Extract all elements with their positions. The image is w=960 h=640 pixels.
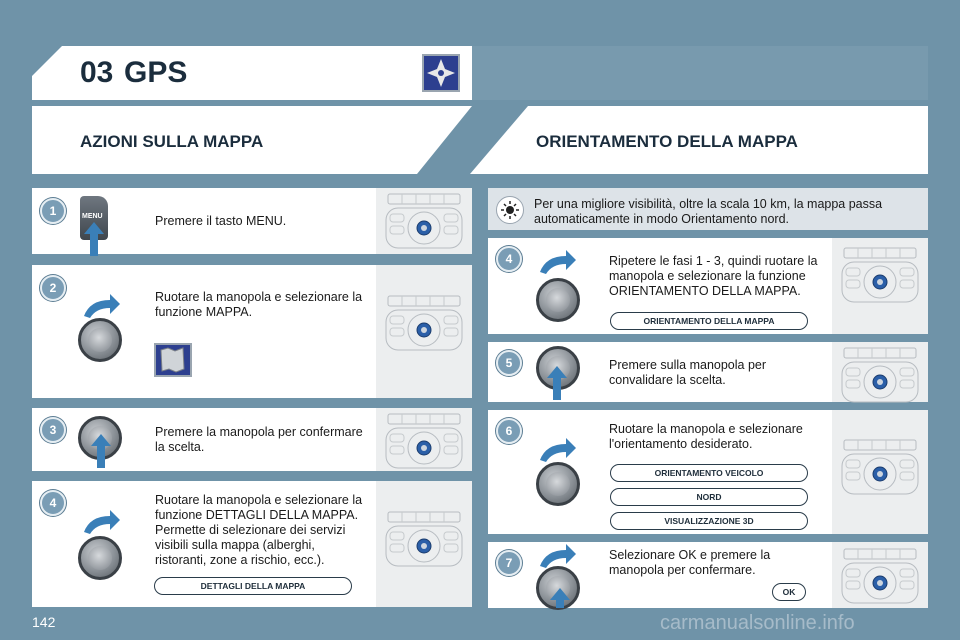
right-section-heading: ORIENTAMENTO DELLA MAPPA (536, 132, 798, 151)
control-knob-icon (536, 278, 580, 322)
option-pill: ORIENTAMENTO DELLA MAPPA (610, 312, 808, 330)
watermark: carmanualsonline.info (660, 612, 855, 634)
control-knob-icon (78, 536, 122, 580)
right-step-7-text: Selezionare OK e premere la manopola per confermare. (609, 548, 771, 577)
console-illustration (380, 410, 468, 477)
step-badge: 3 (40, 417, 66, 443)
option-pill: NORD (610, 488, 808, 506)
option-pill: ORIENTAMENTO VEICOLO (610, 464, 808, 482)
press-arrow-icon (91, 434, 111, 473)
right-heading-bar (470, 106, 928, 174)
map-texture-band (472, 46, 928, 100)
step-badge: 4 (40, 490, 66, 516)
right-step-6-text: Ruotare la manopola e selezionare l'orientamento desiderato. (609, 422, 803, 451)
ok-pill: OK (772, 583, 806, 601)
page-title: GPS (124, 56, 188, 89)
press-arrow-icon (84, 222, 104, 261)
option-pill: VISUALIZZAZIONE 3D (610, 512, 808, 530)
left-section-heading: AZIONI SULLA MAPPA (80, 132, 264, 151)
step-badge: 4 (496, 246, 522, 272)
console-illustration (380, 508, 468, 575)
map-function-icon (154, 343, 192, 377)
console-illustration (836, 545, 924, 612)
left-step-4-text: Ruotare la manopola e selezionare la funzione DETTAGLI DELLA MAPPA. Permette di selezionare dei servizi visibili sulla mappa (alberghi, ristoranti, zone a rischio, ecc.). (155, 493, 363, 567)
console-illustration (836, 436, 924, 503)
press-arrow-icon (547, 366, 567, 405)
page-number: 142 (32, 614, 56, 630)
press-arrow-icon (550, 588, 570, 613)
step-badge: 6 (496, 418, 522, 444)
sun-icon (496, 196, 524, 224)
step-badge: 7 (496, 550, 522, 576)
info-text: Per una migliore visibilità, oltre la scala 10 km, la mappa passa automaticamente in modo Orientamento nord. (534, 197, 883, 226)
chapter-number: 03 (80, 56, 114, 89)
console-illustration (380, 292, 468, 359)
step-badge: 5 (496, 350, 522, 376)
left-step-1-text: Premere il tasto MENU. (155, 214, 287, 228)
left-step-2-text: Ruotare la manopola e selezionare la funzione MAPPA. (155, 290, 363, 319)
option-pill: DETTAGLI DELLA MAPPA (154, 577, 352, 595)
rotate-arrow-icon (82, 508, 122, 539)
step-badge: 1 (40, 198, 66, 224)
step-badge: 2 (40, 275, 66, 301)
console-illustration (380, 190, 468, 257)
right-step-5-text: Premere sulla manopola per convalidare la scelta. (609, 358, 767, 387)
control-knob-icon (78, 318, 122, 362)
gps-icon (422, 54, 460, 92)
console-illustration (836, 244, 924, 311)
menu-button-label: MENU (82, 213, 103, 220)
left-heading-bar (32, 106, 472, 174)
rotate-arrow-icon (538, 248, 578, 279)
control-knob-icon (536, 462, 580, 506)
left-step-3-text: Premere la manopola per confermare la scelta. (155, 425, 363, 454)
right-step-4-text: Ripetere le fasi 1 - 3, quindi ruotare la manopola e selezionare la funzione ORIENTAMENTO DELLA MAPPA. (609, 254, 818, 298)
console-illustration (836, 344, 924, 411)
title-banner (32, 46, 472, 100)
